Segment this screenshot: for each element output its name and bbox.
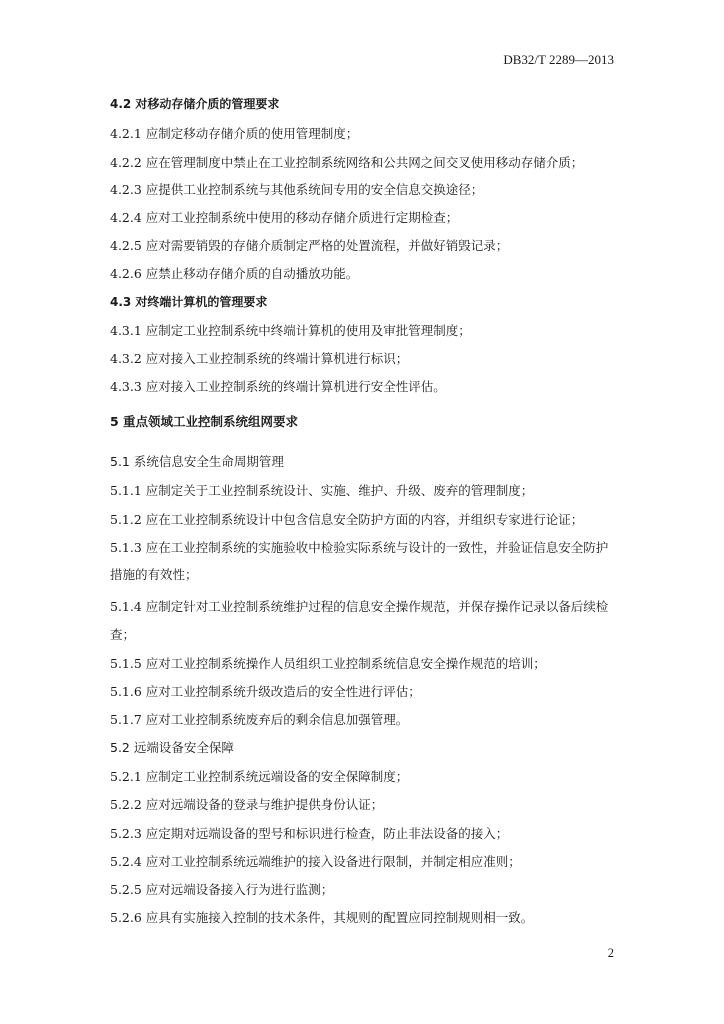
clause-4-3-1: 4.3.1 应制定工业控制系统中终端计算机的使用及审批管理制度； [110, 323, 471, 338]
clause-4-2-4: 4.2.4 应对工业控制系统中使用的移动存储介质进行定期检查； [110, 210, 459, 225]
section-heading-4-2: 4.2 对移动存储介质的管理要求 [110, 97, 280, 111]
clause-5-2-2: 5.2.2 应对远端设备的登录与维护提供身份认证； [110, 797, 384, 812]
section-heading-5-2: 5.2 远端设备安全保障 [110, 740, 234, 755]
clause-5-1-6: 5.1.6 应对工业控制系统升级改造后的安全性进行评估； [110, 684, 421, 699]
section-heading-4-3: 4.3 对终端计算机的管理要求 [110, 295, 268, 309]
section-heading-5-1: 5.1 系统信息安全生命周期管理 [110, 454, 284, 469]
clause-4-2-3: 4.2.3 应提供工业控制系统与其他系统间专用的安全信息交换途径； [110, 182, 484, 197]
clause-5-1-2: 5.1.2 应在工业控制系统设计中包含信息安全防护方面的内容，并组织专家进行论证； [110, 512, 584, 527]
clause-5-2-3: 5.2.3 应定期对远端设备的型号和标识进行检查，防止非法设备的接入； [110, 826, 509, 841]
clause-4-3-2: 4.3.2 应对接入工业控制系统的终端计算机进行标识； [110, 351, 409, 366]
clause-5-2-4: 5.2.4 应对工业控制系统远端维护的接入设备进行限制，并制定相应准则； [110, 854, 521, 869]
clause-4-3-3: 4.3.3 应对接入工业控制系统的终端计算机进行安全性评估。 [110, 379, 446, 394]
clause-5-2-5: 5.2.5 应对远端设备接入行为进行监测； [110, 882, 334, 897]
clause-5-2-1: 5.2.1 应制定工业控制系统远端设备的安全保障制度； [110, 769, 409, 784]
clause-5-2-6: 5.2.6 应具有实施接入控制的技术条件，其规则的配置应同控制规则相一致。 [110, 910, 534, 925]
clause-4-2-5: 4.2.5 应对需要销毁的存储介质制定严格的处置流程，并做好销毁记录； [110, 238, 509, 253]
clause-5-1-3: 5.1.3 应在工业控制系统的实施验收中检验实际系统与设计的一致性，并验证信息安全防护 [110, 540, 609, 555]
clause-5-1-3-continued: 措施的有效性； [110, 567, 198, 582]
chapter-heading-5: 5 重点领域工业控制系统组网要求 [110, 414, 299, 429]
clause-4-2-2: 4.2.2 应在管理制度中禁止在工业控制系统网络和公共网之间交叉使用移动存储介质； [110, 155, 584, 170]
clause-5-1-5: 5.1.5 应对工业控制系统操作人员组织工业控制系统信息安全操作规范的培训； [110, 656, 546, 671]
clause-5-1-7: 5.1.7 应对工业控制系统废弃后的剩余信息加强管理。 [110, 712, 409, 727]
clause-5-1-4-continued: 查； [110, 627, 136, 642]
clause-4-2-1: 4.2.1 应制定移动存储介质的使用管理制度； [110, 126, 359, 141]
clause-5-1-4: 5.1.4 应制定针对工业控制系统维护过程的信息安全操作规范，并保存操作记录以备后续检 [110, 599, 609, 614]
clause-5-1-1: 5.1.1 应制定关于工业控制系统设计、实施、维护、升级、废弃的管理制度； [110, 483, 534, 498]
clause-4-2-6: 4.2.6 应禁止移动存储介质的自动播放功能。 [110, 266, 359, 281]
page-number: 2 [607, 946, 614, 960]
document-code: DB32/T 2289—2013 [503, 52, 614, 67]
